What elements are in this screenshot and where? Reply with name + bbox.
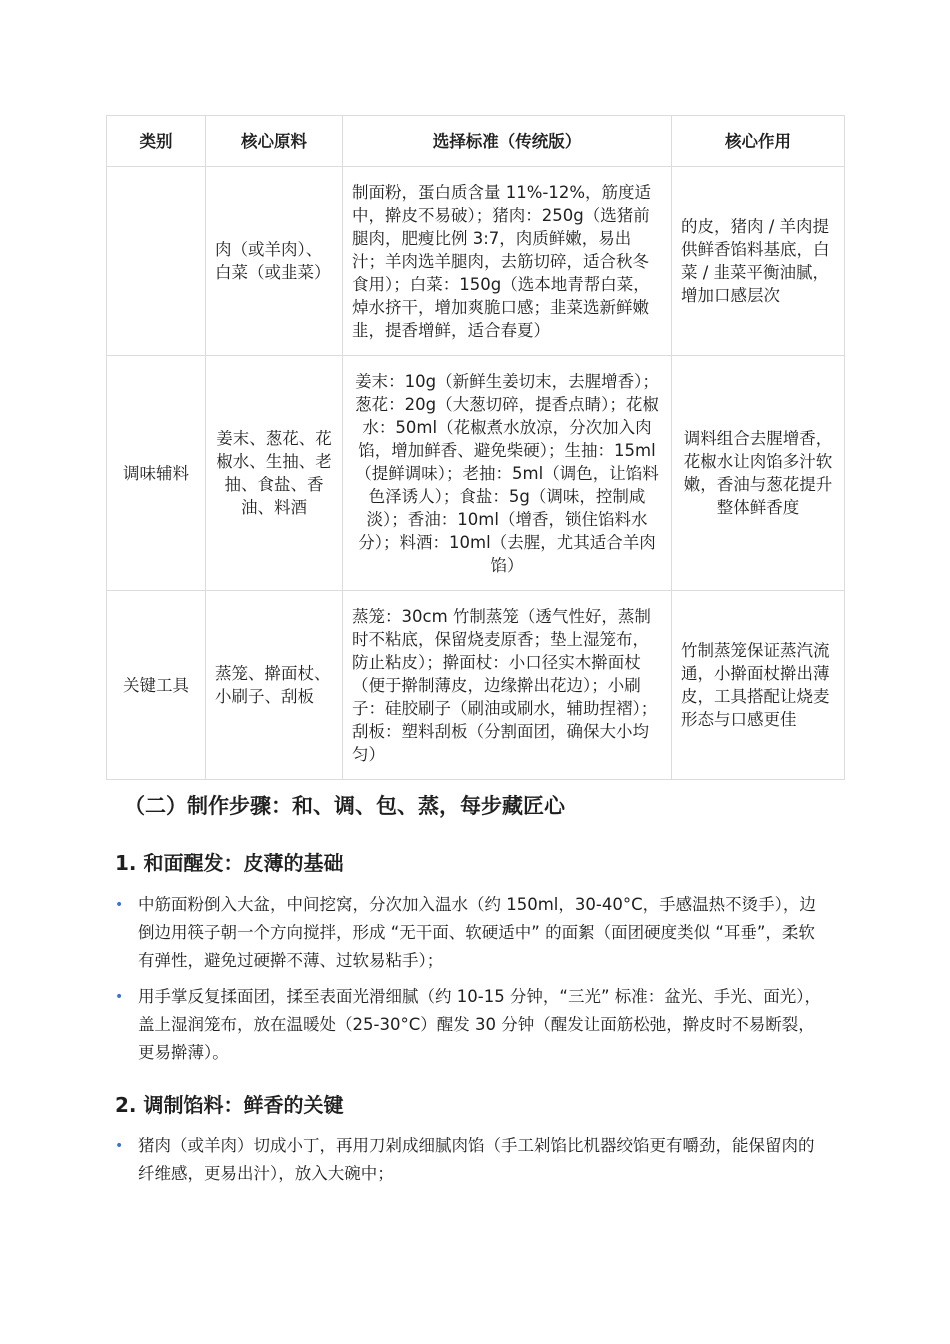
cell-standard: 制面粉，蛋白质含量 11%-12%，筋度适中，擀皮不易破）；猪肉：250g（选猪前腿肉，肥瘦比例 3:7，肉质鲜嫩，易出汁；羊肉选羊腿肉，去筋切碎，适合秋冬食用）；白菜：150g（选本地青帮白菜，焯水挤干，增加爽脆口感；韭菜选新鲜嫩韭，提香增鲜，适合春夏） — [343, 167, 672, 356]
bullet-icon: • — [115, 1138, 124, 1154]
table-row — [107, 356, 845, 591]
list-item-text: 猪肉（或羊肉）切成小丁，再用刀剁成细腻肉馅（手工剁馅比机器绞馅更有嚼劲，能保留肉的纤维感，更易出汁），放入大碗中； — [138, 1136, 815, 1183]
cell-ingredients: 姜末、葱花、花椒水、生抽、老抽、食盐、香油、料酒 — [206, 356, 343, 591]
list-item — [115, 983, 830, 1067]
header-ingredients: 核心原料 — [206, 116, 343, 167]
cell-category: 调味辅料 — [107, 356, 206, 591]
table-header-row — [107, 116, 845, 167]
cell-role: 调料组合去腥增香，花椒水让肉馅多汁软嫩，香油与葱花提升整体鲜香度 — [672, 356, 845, 591]
cell-category: 关键工具 — [107, 591, 206, 780]
step-title: 1. 和面醒发：皮薄的基础 — [115, 851, 344, 875]
section-title: （二）制作步骤：和、调、包、蒸，每步藏匠心 — [124, 794, 565, 818]
list-item-text: 用手掌反复揉面团，揉至表面光滑细腻（约 10-15 分钟，“三光” 标准：盆光、手光、面光），盖上湿润笼布，放在温暖处（25-30°C）醒发 30 分钟（醒发让面筋松弛，擀皮时不易断裂，更易擀薄）。 — [138, 987, 822, 1062]
table-row — [107, 591, 845, 780]
step-title: 2. 调制馅料：鲜香的关键 — [115, 1093, 344, 1117]
header-category: 类别 — [107, 116, 206, 167]
cell-standard: 姜末：10g（新鲜生姜切末，去腥增香）；葱花：20g（大葱切碎，提香点睛）；花椒水：50ml（花椒煮水放凉，分次加入肉馅，增加鲜香、避免柴硬）；生抽：15ml（提鲜调味）；老抽：5ml（调色，让馅料色泽诱人）；食盐：5g（调味，控制咸淡）；香油：10ml（增香，锁住馅料水分）；料酒：10ml（去腥，尤其适合羊肉馅） — [343, 356, 672, 591]
cell-role: 的皮，猪肉 / 羊肉提供鲜香馅料基底，白菜 / 韭菜平衡油腻，增加口感层次 — [672, 167, 845, 356]
header-role: 核心作用 — [672, 116, 845, 167]
cell-category — [107, 167, 206, 356]
list-item-text: 中筋面粉倒入大盆，中间挖窝，分次加入温水（约 150ml，30-40°C，手感温热不烫手），边倒边用筷子朝一个方向搅拌，形成 “无干面、软硬适中” 的面絮（面团硬度类似 “耳垂”，柔软有弹性，避免过硬擀不薄、过软易粘手）； — [138, 895, 816, 970]
header-standard: 选择标准（传统版） — [343, 116, 672, 167]
cell-ingredients: 肉（或羊肉）、白菜（或韭菜） — [206, 167, 343, 356]
table-row — [107, 167, 845, 356]
cell-ingredients: 蒸笼、擀面杖、小刷子、刮板 — [206, 591, 343, 780]
ingredients-table — [106, 115, 845, 780]
list-item — [115, 1132, 830, 1188]
cell-standard: 蒸笼：30cm 竹制蒸笼（透气性好，蒸制时不粘底，保留烧麦原香；垫上湿笼布，防止粘皮）；擀面杖：小口径实木擀面杖（便于擀制薄皮，边缘擀出花边）；小刷子：硅胶刷子（刷油或刷水，辅助捏褶）；刮板：塑料刮板（分割面团，确保大小均匀） — [343, 591, 672, 780]
bullet-icon: • — [115, 897, 124, 913]
cell-role: 竹制蒸笼保证蒸汽流通，小擀面杖擀出薄皮，工具搭配让烧麦形态与口感更佳 — [672, 591, 845, 780]
list-item — [115, 891, 830, 975]
bullet-icon: • — [115, 989, 124, 1005]
